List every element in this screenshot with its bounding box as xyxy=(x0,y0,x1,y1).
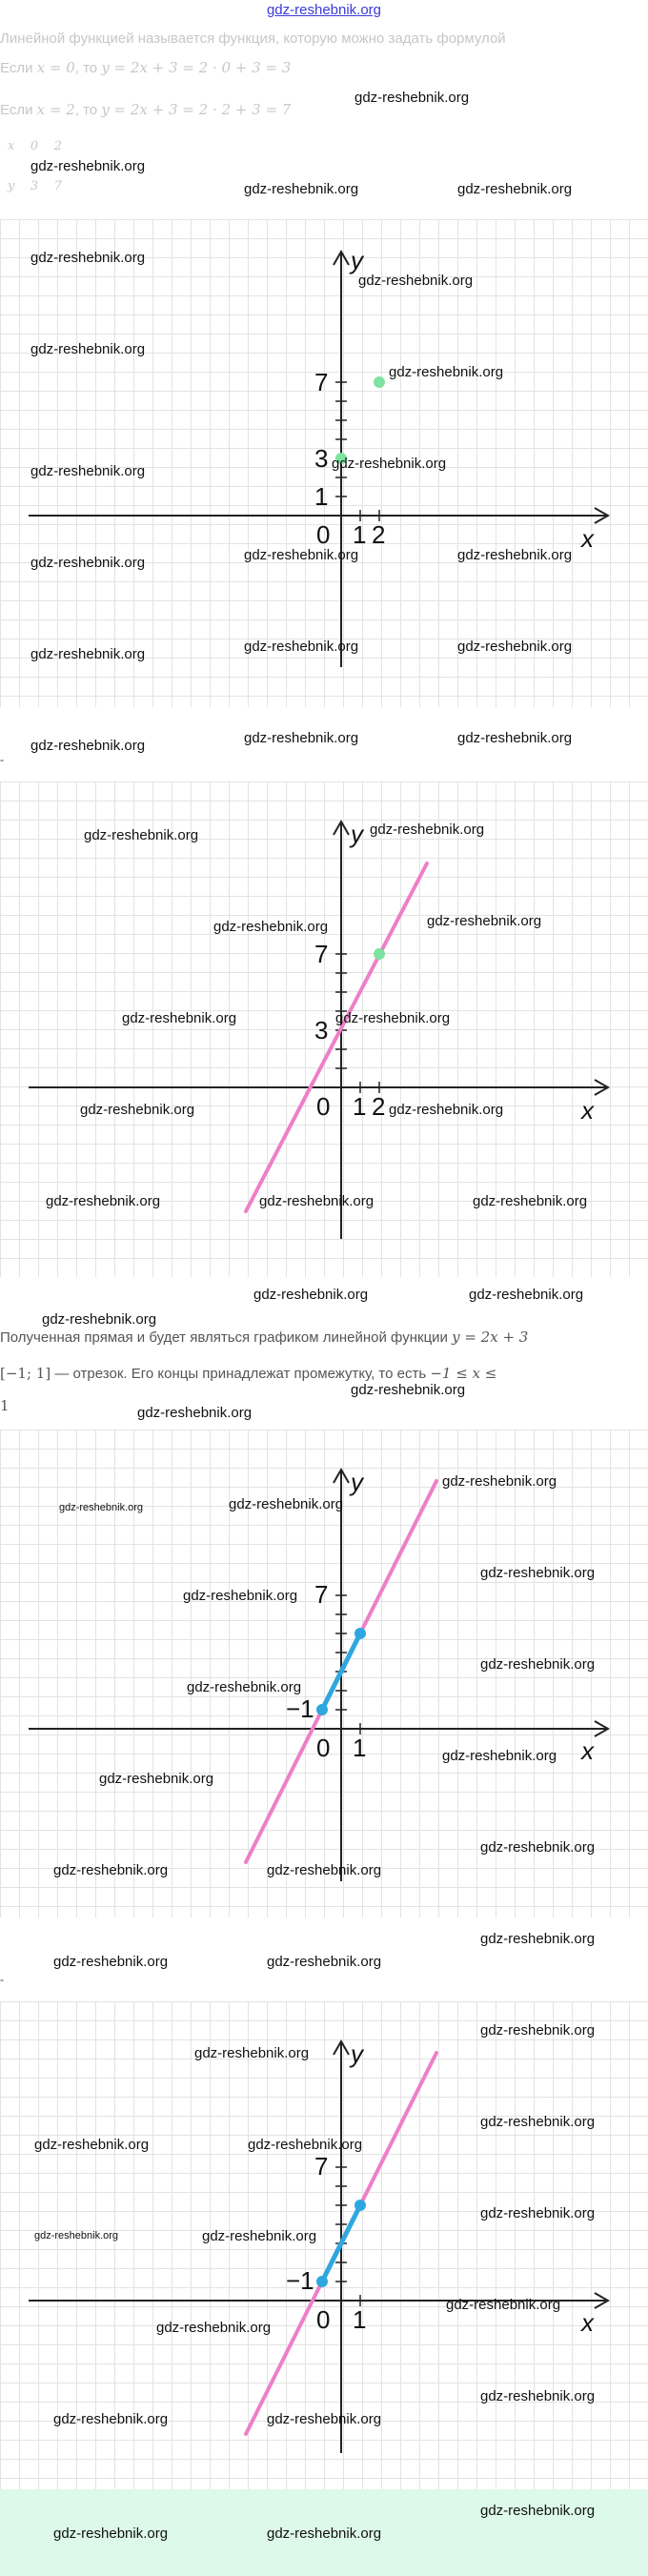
watermark: gdz-reshebnik.org xyxy=(34,2230,119,2241)
table-cell: y xyxy=(8,179,15,193)
watermark: gdz-reshebnik.org xyxy=(427,913,542,929)
watermark: gdz-reshebnik.org xyxy=(213,919,329,935)
watermark: gdz-reshebnik.org xyxy=(30,738,146,754)
y-axis-label: y xyxy=(351,820,363,848)
tick-label-7: 7 xyxy=(314,2152,329,2180)
intro-line-2 xyxy=(0,59,291,76)
tick-label-0: 0 xyxy=(316,2305,331,2334)
watermark: gdz-reshebnik.org xyxy=(332,456,447,472)
segment-end-point xyxy=(354,2200,366,2211)
watermark: gdz-reshebnik.org xyxy=(259,1193,375,1209)
watermark: gdz-reshebnik.org xyxy=(370,821,485,838)
paragraph-2-formula: y = 2x + 3 xyxy=(452,1329,529,1346)
values-table-row-y xyxy=(8,179,62,193)
segment-start-point xyxy=(316,1704,328,1715)
watermark: gdz-reshebnik.org xyxy=(267,2411,382,2427)
tick-label-7: 7 xyxy=(314,1580,329,1609)
watermark: gdz-reshebnik.org xyxy=(30,646,146,662)
watermark: gdz-reshebnik.org xyxy=(457,730,573,746)
intro-line-3-prefix: Если xyxy=(0,102,33,118)
watermark: gdz-reshebnik.org xyxy=(480,2503,596,2519)
tick-label-7: 7 xyxy=(314,368,329,396)
tick-label-1: 1 xyxy=(314,482,329,511)
watermark: gdz-reshebnik.org xyxy=(34,2137,150,2153)
watermark: gdz-reshebnik.org xyxy=(30,158,146,174)
watermark: gdz-reshebnik.org xyxy=(473,1193,588,1209)
watermark: gdz-reshebnik.org xyxy=(187,1679,302,1695)
y-axis-label: y xyxy=(351,2039,363,2068)
watermark: gdz-reshebnik.org xyxy=(480,1839,596,1856)
watermark: gdz-reshebnik.org xyxy=(335,1010,451,1026)
x-axis-label: x xyxy=(581,524,594,553)
watermark: gdz-reshebnik.org xyxy=(229,1496,344,1512)
watermark: gdz-reshebnik.org xyxy=(137,1405,253,1421)
watermark: gdz-reshebnik.org xyxy=(442,1748,557,1764)
watermark: gdz-reshebnik.org xyxy=(122,1010,237,1026)
y-axis-label: y xyxy=(351,1468,363,1496)
segment-end-point xyxy=(354,1628,366,1639)
watermark: gdz-reshebnik.org xyxy=(480,1656,596,1673)
y-axis-label: y xyxy=(351,246,363,274)
tick-label-minus-1: −1 xyxy=(286,1694,314,1723)
inequality-end: 1 xyxy=(0,1397,10,1414)
intro-line-2-prefix: Если xyxy=(0,60,33,76)
watermark: gdz-reshebnik.org xyxy=(30,250,146,266)
tick-label-x2: 2 xyxy=(372,520,386,549)
table-cell: 7 xyxy=(53,179,62,193)
paragraph-2-line-1 xyxy=(0,1325,528,1350)
watermark: gdz-reshebnik.org xyxy=(248,2137,363,2153)
table-cell: 2 xyxy=(53,139,62,153)
watermark: gdz-reshebnik.org xyxy=(480,2205,596,2221)
watermark: gdz-reshebnik.org xyxy=(99,1771,214,1787)
site-link[interactable]: gdz-reshebnik.org xyxy=(266,2,382,18)
watermark: gdz-reshebnik.org xyxy=(244,181,359,197)
tick-label-x1: 1 xyxy=(353,1092,367,1121)
graph-3 xyxy=(0,1430,648,1917)
tick-label-3: 3 xyxy=(314,1016,329,1045)
tick-label-7: 7 xyxy=(314,940,329,968)
separator: - xyxy=(0,1973,4,1986)
watermark: gdz-reshebnik.org xyxy=(469,1287,584,1303)
watermark: gdz-reshebnik.org xyxy=(457,547,573,563)
table-cell: x xyxy=(8,139,15,153)
tick-label-minus-1: −1 xyxy=(286,2266,314,2295)
watermark: gdz-reshebnik.org xyxy=(480,2114,596,2130)
watermark: gdz-reshebnik.org xyxy=(84,827,199,843)
graph-4 xyxy=(0,2001,648,2489)
watermark: gdz-reshebnik.org xyxy=(389,1102,504,1118)
intro-line-3-mid: , то xyxy=(74,102,98,118)
graph-1 xyxy=(0,219,648,707)
intro-line-1: Линейной функцией называется функция, которую можно задать формулой xyxy=(0,30,506,47)
function-line xyxy=(246,863,427,1211)
watermark: gdz-reshebnik.org xyxy=(42,1311,157,1328)
watermark: gdz-reshebnik.org xyxy=(457,639,573,655)
watermark: gdz-reshebnik.org xyxy=(80,1102,195,1118)
bottom-band xyxy=(0,2489,648,2576)
watermark: gdz-reshebnik.org xyxy=(253,1287,369,1303)
watermark: gdz-reshebnik.org xyxy=(267,1954,382,1970)
paragraph-2-text-2: — отрезок. Его концы принадлежат промежутку, то есть xyxy=(54,1366,427,1382)
tick-label-x1: 1 xyxy=(353,2305,367,2334)
watermark: gdz-reshebnik.org xyxy=(267,2525,382,2542)
tick-label-0: 0 xyxy=(316,1092,331,1121)
intro-line-2-math-x: x = 0 xyxy=(36,59,75,76)
watermark: gdz-reshebnik.org xyxy=(244,639,359,655)
watermark: gdz-reshebnik.org xyxy=(183,1588,298,1604)
intro-line-3-math-x: x = 2 xyxy=(36,101,75,118)
x-axis-label: x xyxy=(581,1736,594,1765)
watermark: gdz-reshebnik.org xyxy=(30,341,146,357)
watermark: gdz-reshebnik.org xyxy=(53,1954,169,1970)
watermark: gdz-reshebnik.org xyxy=(156,2320,272,2336)
tick-label-0: 0 xyxy=(316,520,331,549)
x-axis-label: x xyxy=(581,1096,594,1125)
table-cell: 3 xyxy=(30,179,39,193)
tick-label-x2: 2 xyxy=(372,1092,386,1121)
separator: - xyxy=(0,753,4,766)
watermark: gdz-reshebnik.org xyxy=(480,1931,596,1947)
point-2-7 xyxy=(374,376,385,388)
watermark: gdz-reshebnik.org xyxy=(351,1382,466,1398)
watermark: gdz-reshebnik.org xyxy=(267,1862,382,1878)
paragraph-2-line-3 xyxy=(0,1393,10,1419)
tick-label-3: 3 xyxy=(314,444,329,473)
watermark: gdz-reshebnik.org xyxy=(59,1502,144,1513)
watermark: gdz-reshebnik.org xyxy=(446,2297,561,2313)
watermark: gdz-reshebnik.org xyxy=(480,1565,596,1581)
values-table-row-x xyxy=(8,139,62,153)
point-2-7 xyxy=(374,948,385,960)
watermark: gdz-reshebnik.org xyxy=(244,730,359,746)
tick-label-x1: 1 xyxy=(353,520,367,549)
interval: [−1; 1] xyxy=(0,1365,51,1382)
inequality: −1 ≤ x ≤ xyxy=(430,1365,497,1382)
watermark: gdz-reshebnik.org xyxy=(53,2411,169,2427)
watermark: gdz-reshebnik.org xyxy=(244,547,359,563)
paragraph-2-text: Полученная прямая и будет являться графиком линейной функции xyxy=(0,1329,448,1346)
watermark: gdz-reshebnik.org xyxy=(30,555,146,571)
intro-line-2-mid: , то xyxy=(74,60,98,76)
watermark: gdz-reshebnik.org xyxy=(442,1473,557,1490)
watermark: gdz-reshebnik.org xyxy=(480,2388,596,2404)
graph-2 xyxy=(0,781,648,1277)
watermark: gdz-reshebnik.org xyxy=(480,2022,596,2038)
watermark: gdz-reshebnik.org xyxy=(46,1193,161,1209)
watermark: gdz-reshebnik.org xyxy=(354,90,470,106)
tick-label-0: 0 xyxy=(316,1734,331,1762)
tick-label-x1: 1 xyxy=(353,1734,367,1762)
watermark: gdz-reshebnik.org xyxy=(358,273,474,289)
watermark: gdz-reshebnik.org xyxy=(457,181,573,197)
x-axis-label: x xyxy=(581,2308,594,2337)
intro-line-3 xyxy=(0,101,291,118)
watermark: gdz-reshebnik.org xyxy=(194,2045,310,2061)
watermark: gdz-reshebnik.org xyxy=(202,2228,317,2244)
segment-start-point xyxy=(316,2276,328,2287)
intro-line-3-math-y: y = 2x + 3 = 2 · 2 + 3 = 7 xyxy=(101,101,292,118)
watermark: gdz-reshebnik.org xyxy=(53,1862,169,1878)
intro-line-2-math-y: y = 2x + 3 = 2 · 0 + 3 = 3 xyxy=(101,59,292,76)
watermark: gdz-reshebnik.org xyxy=(53,2525,169,2542)
watermark: gdz-reshebnik.org xyxy=(30,463,146,479)
watermark: gdz-reshebnik.org xyxy=(389,364,504,380)
table-cell: 0 xyxy=(30,139,39,153)
